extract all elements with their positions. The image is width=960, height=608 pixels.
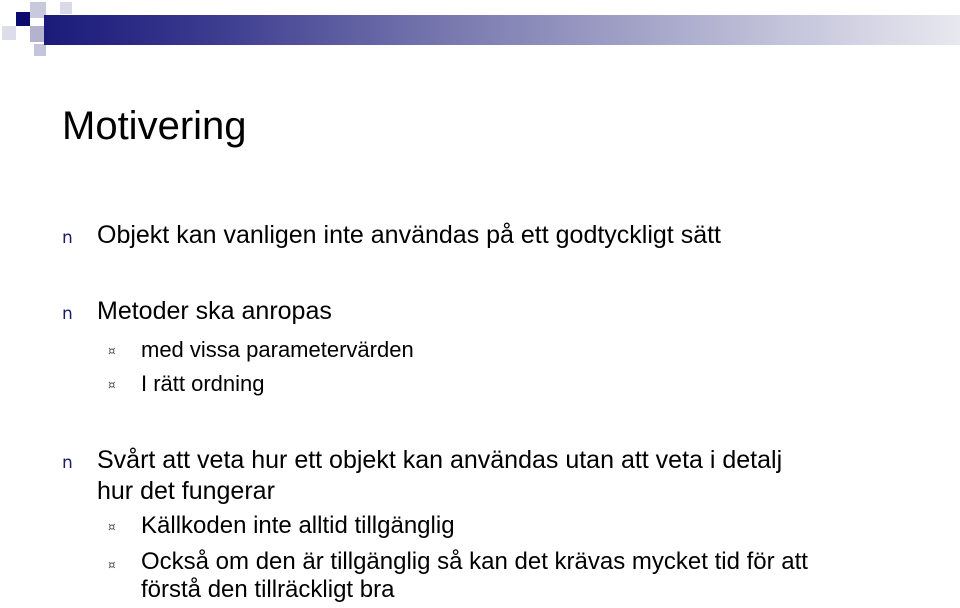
bullet-text-continued: hur det fungerar bbox=[97, 477, 275, 505]
bullet-text: Svårt att veta hur ett objekt kan användas utan att veta i detalj bbox=[97, 446, 783, 474]
bullet-text: Objekt kan vanligen inte användas på ett godtyckligt sätt bbox=[97, 221, 721, 249]
sub-bullet-text: Källkoden inte alltid tillgänglig bbox=[141, 512, 455, 539]
sub-bullet-text: Också om den är tillgänglig så kan det krävas mycket tid för att bbox=[141, 548, 808, 575]
bullet-text: Metoder ska anropas bbox=[97, 297, 332, 325]
sub-bullet-text: med vissa parametervärden bbox=[141, 337, 414, 362]
sub-bullet-text: I rätt ordning bbox=[141, 371, 265, 396]
bullet-marker: n bbox=[62, 304, 73, 324]
slide-title: Motivering bbox=[62, 104, 247, 148]
sub-bullet-text-continued: förstå den tillräckligt bra bbox=[141, 576, 395, 603]
sub-bullet-marker: ¤ bbox=[108, 558, 116, 572]
sub-bullet-marker: ¤ bbox=[108, 378, 116, 392]
sub-bullet-marker: ¤ bbox=[108, 520, 116, 534]
bullet-marker: n bbox=[62, 453, 73, 473]
bullet-marker: n bbox=[62, 228, 73, 248]
sub-bullet-marker: ¤ bbox=[108, 344, 116, 358]
